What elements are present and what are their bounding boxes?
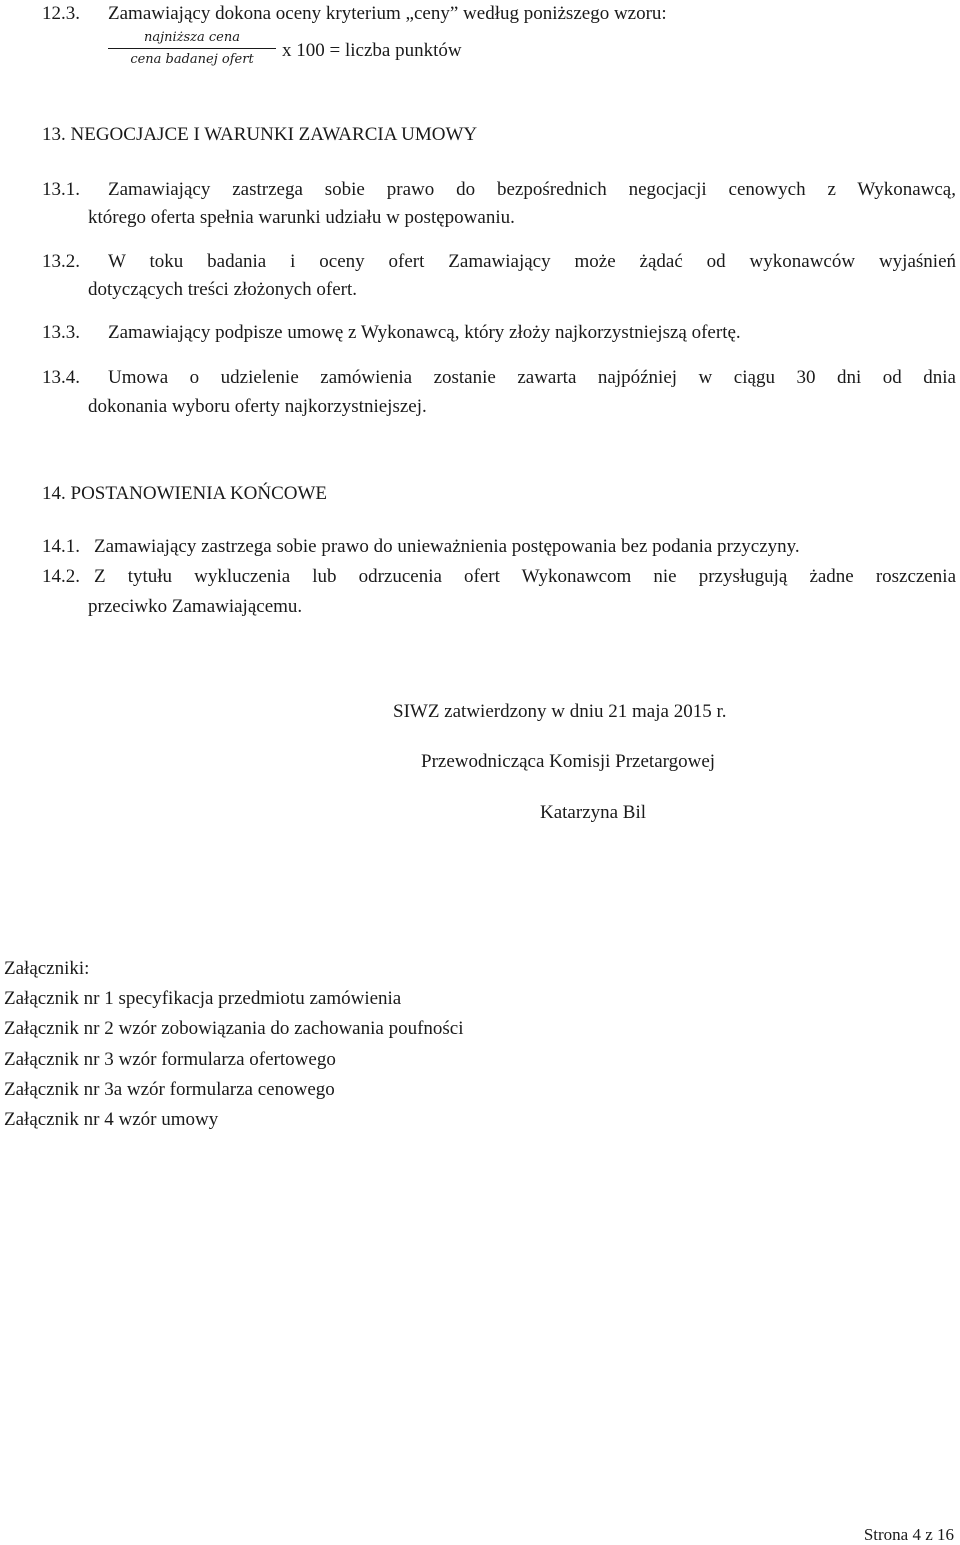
- clause-line: którego oferta spełnia warunki udziału w postępowaniu.: [88, 207, 515, 228]
- clause-number: 14.1.: [42, 536, 80, 557]
- section-heading: 14. POSTANOWIENIA KOŃCOWE: [42, 483, 328, 504]
- clause-line: dotyczących treści złożonych ofert.: [88, 279, 358, 300]
- formula-rest: x 100 = liczba punktów: [282, 40, 462, 61]
- clause-line: przeciwko Zamawiającemu.: [88, 596, 303, 617]
- page-number: Strona 4 z 16: [863, 1525, 954, 1544]
- attachment-item: Załącznik nr 4 wzór umowy: [4, 1109, 219, 1130]
- attachments-title: Załączniki:: [4, 958, 90, 979]
- formula-numerator: najniższa cena: [108, 30, 276, 49]
- signatory-role: Przewodnicząca Komisji Przetargowej: [421, 751, 716, 772]
- clause-number: 13.3.: [42, 322, 80, 343]
- attachment-item: Załącznik nr 3 wzór formularza ofertowego: [4, 1049, 336, 1070]
- formula-denominator: cena badanej ofert: [130, 52, 254, 67]
- attachment-item: Załącznik nr 1 specyfikacja przedmiotu zamówienia: [4, 988, 402, 1009]
- section-heading: 13. NEGOCJAJCE I WARUNKI ZAWARCIA UMOWY: [42, 124, 478, 145]
- clause-line: dokonania wyboru oferty najkorzystniejszej.: [88, 396, 427, 417]
- clause-number: 14.2.: [42, 566, 80, 587]
- clause-line: Zamawiający zastrzega sobie prawo do bezpośrednich negocjacji cenowych z Wykonawcą,: [108, 179, 956, 200]
- clause-line: Umowa o udzielenie zamówienia zostanie zawarta najpóźniej w ciągu 30 dni od dnia: [108, 367, 956, 388]
- clause-number: 12.3.: [42, 3, 80, 24]
- clause-line: Z tytułu wykluczenia lub odrzucenia ofert Wykonawcom nie przysługują żadne roszczenia: [94, 566, 956, 587]
- clause-number: 13.1.: [42, 179, 80, 200]
- clause-line: Zamawiający zastrzega sobie prawo do unieważnienia postępowania bez podania przyczyny.: [94, 536, 800, 557]
- signatory-name: Katarzyna Bil: [540, 802, 647, 823]
- attachment-item: Załącznik nr 3a wzór formularza cenowego: [4, 1079, 335, 1100]
- clause-number: 13.2.: [42, 251, 80, 272]
- price-formula-fraction: [108, 30, 276, 68]
- clause-text: Zamawiający dokona oceny kryterium „ceny” według poniższego wzoru:: [108, 3, 667, 24]
- attachment-item: Załącznik nr 2 wzór zobowiązania do zachowania poufności: [4, 1018, 464, 1039]
- clause-line: Zamawiający podpisze umowę z Wykonawcą, który złoży najkorzystniejszą ofertę.: [108, 322, 741, 343]
- clause-number: 13.4.: [42, 367, 80, 388]
- approval-date-line: SIWZ zatwierdzony w dniu 21 maja 2015 r.: [393, 701, 727, 722]
- clause-line: W toku badania i oceny ofert Zamawiający może żądać od wykonawców wyjaśnień: [108, 251, 956, 272]
